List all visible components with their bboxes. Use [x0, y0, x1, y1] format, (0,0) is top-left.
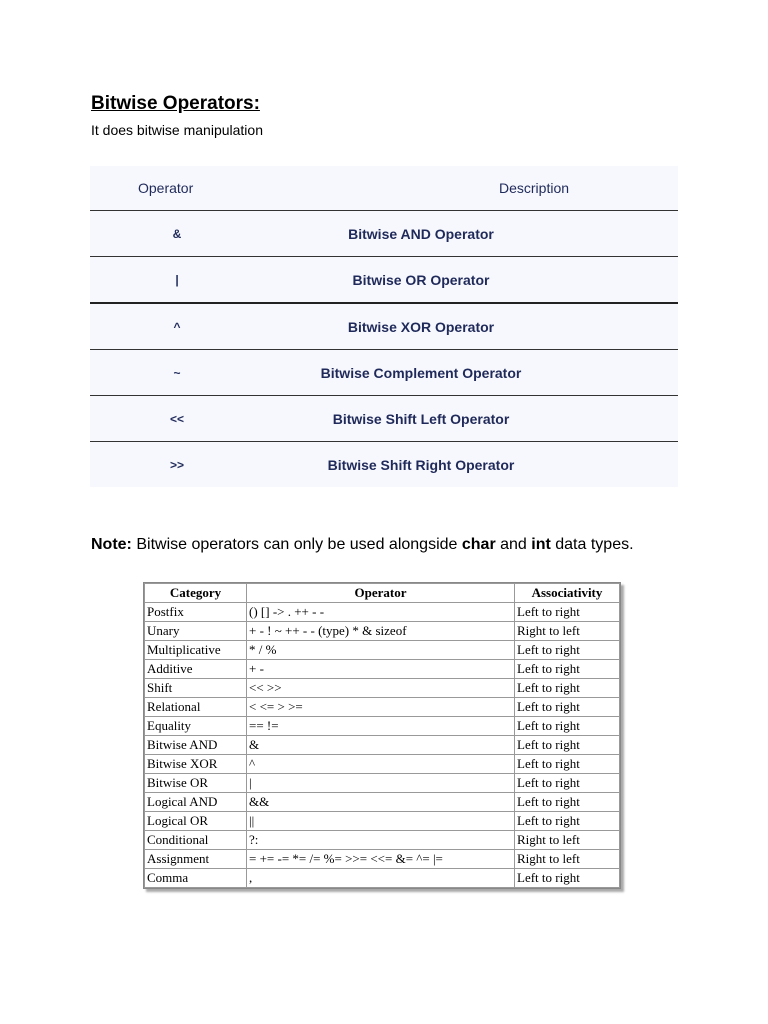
page-title: Bitwise Operators: [91, 93, 260, 114]
operator-description: Bitwise XOR Operator [264, 303, 678, 350]
precedence-table [144, 583, 620, 888]
table-row [145, 755, 620, 774]
precedence-operator: && [247, 793, 515, 812]
table-row [145, 679, 620, 698]
precedence-category: Assignment [145, 850, 247, 869]
table-row [145, 850, 620, 869]
precedence-associativity: Left to right [515, 812, 620, 831]
precedence-associativity: Left to right [515, 641, 620, 660]
table-row [90, 350, 678, 396]
note-text-3: data types. [550, 536, 634, 553]
note-type-char: char [461, 536, 496, 553]
precedence-category: Equality [145, 717, 247, 736]
precedence-operator: ?: [247, 831, 515, 850]
precedence-category: Postfix [145, 603, 247, 622]
table-row [145, 660, 620, 679]
table-row [145, 641, 620, 660]
precedence-associativity: Left to right [515, 698, 620, 717]
operator-symbol: ~ [90, 350, 264, 396]
precedence-operator: * / % [247, 641, 515, 660]
precedence-category: Conditional [145, 831, 247, 850]
header-operator: Operator [247, 584, 515, 603]
precedence-associativity: Left to right [515, 717, 620, 736]
precedence-operator: == != [247, 717, 515, 736]
operator-description: Bitwise Shift Left Operator [264, 396, 678, 442]
note-type-int: int [531, 536, 551, 553]
table-row [90, 396, 678, 442]
precedence-associativity: Left to right [515, 774, 620, 793]
precedence-category: Bitwise OR [145, 774, 247, 793]
precedence-operator: + - ! ~ ++ - - (type) * & sizeof [247, 622, 515, 641]
precedence-associativity: Right to left [515, 850, 620, 869]
precedence-associativity: Left to right [515, 679, 620, 698]
precedence-operator: , [247, 869, 515, 888]
precedence-category: Logical AND [145, 793, 247, 812]
table-row [145, 622, 620, 641]
table-row [145, 698, 620, 717]
precedence-associativity: Left to right [515, 603, 620, 622]
table-row [145, 736, 620, 755]
operator-symbol: ^ [90, 303, 264, 350]
precedence-operator: () [] -> . ++ - - [247, 603, 515, 622]
precedence-header-row [145, 584, 620, 603]
precedence-category: Additive [145, 660, 247, 679]
precedence-table-image [143, 582, 621, 889]
table-row [145, 793, 620, 812]
precedence-associativity: Right to left [515, 622, 620, 641]
table-row [90, 257, 678, 304]
operator-description: Bitwise OR Operator [264, 257, 678, 304]
operator-description: Bitwise AND Operator [264, 211, 678, 257]
note-paragraph [91, 536, 634, 554]
precedence-associativity: Left to right [515, 755, 620, 774]
precedence-category: Relational [145, 698, 247, 717]
operator-description: Bitwise Shift Right Operator [264, 442, 678, 488]
table-row [145, 774, 620, 793]
table-header-row [90, 166, 678, 211]
precedence-category: Comma [145, 869, 247, 888]
precedence-operator: | [247, 774, 515, 793]
precedence-operator: & [247, 736, 515, 755]
operator-symbol: & [90, 211, 264, 257]
operator-symbol: >> [90, 442, 264, 488]
precedence-category: Shift [145, 679, 247, 698]
table-row [90, 303, 678, 350]
operator-symbol: | [90, 257, 264, 304]
note-text-2: and [495, 536, 532, 553]
table-row [145, 717, 620, 736]
precedence-associativity: Left to right [515, 869, 620, 888]
precedence-category: Logical OR [145, 812, 247, 831]
table-row [145, 831, 620, 850]
header-associativity: Associativity [515, 584, 620, 603]
precedence-category: Multiplicative [145, 641, 247, 660]
precedence-category: Bitwise AND [145, 736, 247, 755]
page-subtitle: It does bitwise manipulation [91, 122, 263, 138]
precedence-operator: + - [247, 660, 515, 679]
precedence-operator: << >> [247, 679, 515, 698]
precedence-category: Bitwise XOR [145, 755, 247, 774]
precedence-category: Unary [145, 622, 247, 641]
operator-description: Bitwise Complement Operator [264, 350, 678, 396]
table-row [145, 603, 620, 622]
precedence-associativity: Left to right [515, 793, 620, 812]
precedence-associativity: Right to left [515, 831, 620, 850]
precedence-operator: = += -= *= /= %= >>= <<= &= ^= |= [247, 850, 515, 869]
table-row [90, 442, 678, 488]
operator-symbol: << [90, 396, 264, 442]
header-category: Category [145, 584, 247, 603]
header-description: Description [264, 166, 678, 211]
note-text-1: Bitwise operators can only be used alongside [131, 536, 462, 553]
bitwise-operator-table [90, 166, 678, 487]
precedence-associativity: Left to right [515, 736, 620, 755]
table-row [145, 869, 620, 888]
precedence-associativity: Left to right [515, 660, 620, 679]
table-row [90, 211, 678, 257]
precedence-operator: || [247, 812, 515, 831]
note-label: Note: [91, 536, 132, 553]
precedence-operator: < <= > >= [247, 698, 515, 717]
precedence-operator: ^ [247, 755, 515, 774]
table-row [145, 812, 620, 831]
header-operator: Operator [90, 166, 264, 211]
